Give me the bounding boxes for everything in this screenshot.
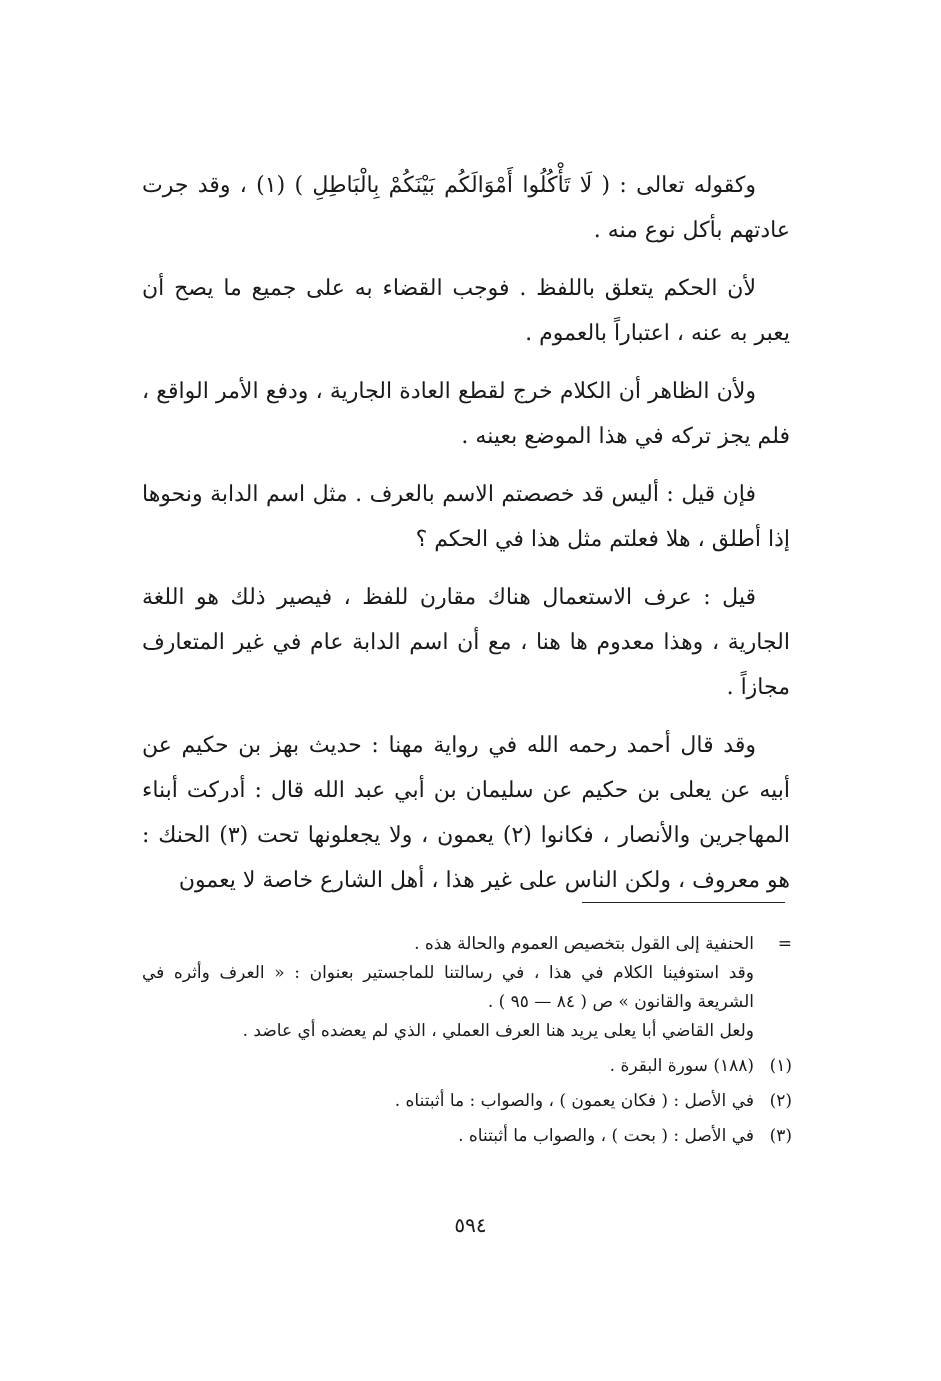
footnote-note-b: ولعل القاضي أبا يعلى يريد هنا العرف العملي ، الذي لم يعضده أي عاضد . bbox=[242, 1021, 754, 1041]
footnote-text: في الأصل : ( فكان يعمون ) ، والصواب : ما أثبتناه . bbox=[394, 1091, 754, 1111]
paragraph-6: وقد قال أحمد رحمه الله في رواية مهنا : حديث بهز بن حكيم عن أبيه عن يعلى بن حكيم عن سليمان بن أبي عبد الله قال : أدركت أبناء المهاجرين والأنصار ، فكانوا (٢) يعمون ، ولا يجعلونها تحت (٣) الحنك : هو معروف ، ولكن الناس على غير هذا ، أهل الشارع خاصة لا يعمون bbox=[142, 733, 790, 893]
footnotes bbox=[142, 930, 792, 1151]
paragraph-2: لأن الحكم يتعلق باللفظ . فوجب القضاء به على جميع ما يصح أن يعبر به عنه ، اعتباراً بالعموم . bbox=[142, 276, 790, 346]
footnote-continuation bbox=[142, 930, 792, 959]
main-text bbox=[142, 163, 790, 916]
continuation-text: الحنفية إلى القول بتخصيص العموم والحالة هذه . bbox=[414, 934, 754, 954]
footnote-marker: (٢) bbox=[769, 1091, 792, 1111]
footnote-text: (١٨٨) سورة البقرة . bbox=[609, 1056, 754, 1076]
footnote-3 bbox=[142, 1122, 792, 1151]
footnote-note-a: وقد استوفينا الكلام في هذا ، في رسالتنا للماجستير بعنوان : « العرف وأثره في الشريعة والقانون » ص ( ٨٤ — ٩٥ ) . bbox=[142, 963, 754, 1012]
footnote-text: في الأصل : ( بحت ) ، والصواب ما أثبتناه . bbox=[458, 1126, 754, 1146]
paragraph-3: ولأن الظاهر أن الكلام خرج لقطع العادة الجارية ، ودفع الأمر الواقع ، فلم يجز تركه في هذا الموضع بعينه . bbox=[142, 379, 790, 449]
paragraph-5: قيل : عرف الاستعمال هناك مقارن للفظ ، فيصير ذلك هو اللغة الجارية ، وهذا معدوم ها هنا ، مع أن اسم الدابة عام في غير المتعارف مجازاً . bbox=[142, 585, 790, 700]
continuation-marker: = bbox=[777, 934, 792, 954]
footnote-2 bbox=[142, 1087, 792, 1116]
page-number: ٥٩٤ bbox=[454, 1213, 487, 1237]
paragraph-4: فإن قيل : أليس قد خصصتم الاسم بالعرف . مثل اسم الدابة ونحوها إذا أطلق ، هلا فعلتم مثل هذا في الحكم ؟ bbox=[142, 482, 790, 552]
paragraph-1: وكقوله تعالى : ( لَا تَأْكُلُوا أَمْوَالَكُم بَيْنَكُمْ بِالْبَاطِلِ ) (١) ، وقد جرت عادتهم بأكل نوع منه . bbox=[142, 173, 790, 243]
footnote-separator bbox=[582, 902, 785, 903]
footnote-marker: (١) bbox=[769, 1056, 792, 1076]
footnote-1 bbox=[142, 1052, 792, 1081]
footnote-marker: (٣) bbox=[769, 1126, 792, 1146]
